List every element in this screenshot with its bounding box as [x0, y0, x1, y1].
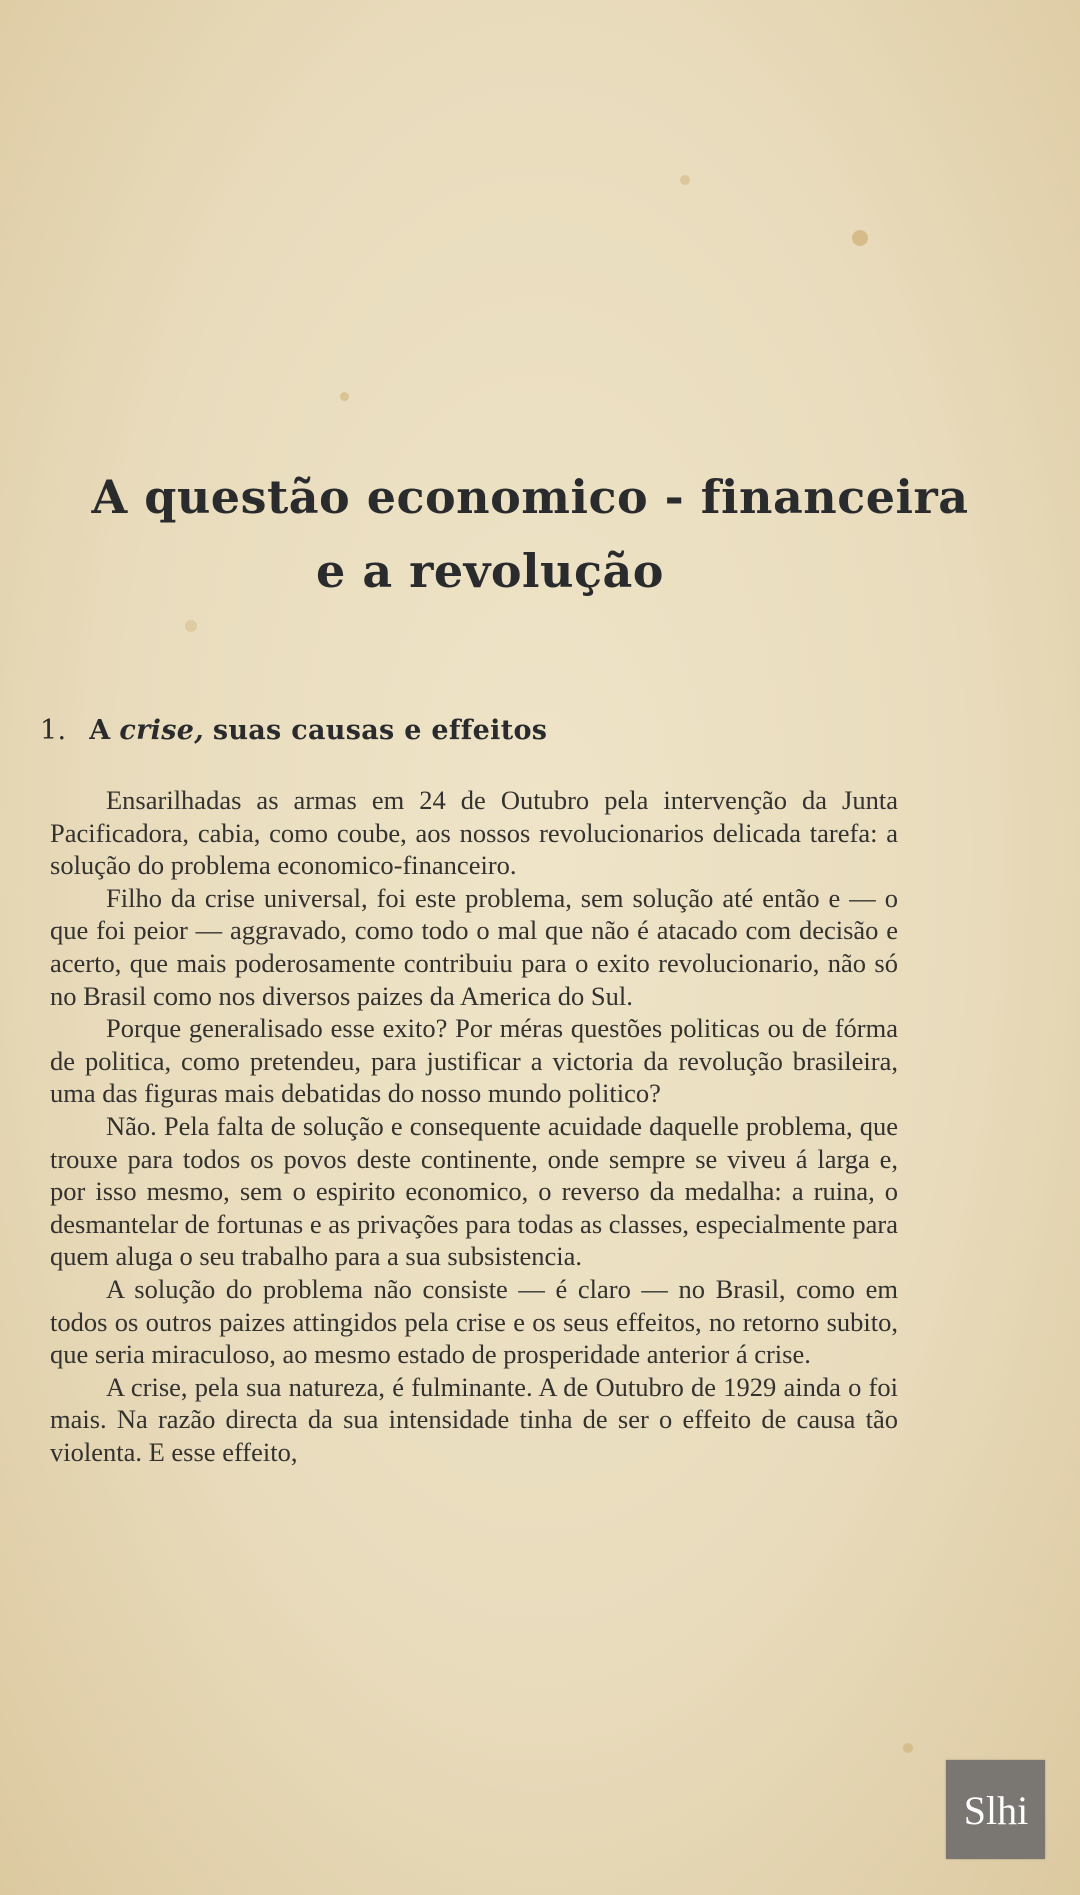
paper-speck [680, 175, 690, 185]
body-text [50, 784, 898, 1468]
paragraph: Filho da crise universal, foi este problema, sem solução até então e — o que foi peior — aggravado, como todo o mal que não é atacado com decisão e acerto, que mais poderosamente contribuiu para o exito revolucionario, não só no Brasil como nos diversos paizes da America do Sul. [50, 882, 898, 1011]
paragraph: Ensarilhadas as armas em 24 de Outubro pela intervenção da Junta Pacificadora, cabia, como coube, aos nossos revolucionarios delicada tarefa: a solução do problema economico-financeiro. [50, 785, 898, 881]
paragraph: A solução do problema não consiste — é claro — no Brasil, como em todos os outros paizes attingidos pela crise e os seus effeitos, no retorno subito, que seria miraculoso, ao mesmo estado de prosperidade anterior á crise. [50, 1273, 898, 1370]
paragraph: A crise, pela sua natureza, é fulminante. A de Outubro de 1929 ainda o foi mais. Na razão directa da sua intensidade tinha de ser o effeito de causa tão violenta. E esse effeito, [50, 1371, 898, 1467]
chapter-title-line-1: A questão economico - financeira [91, 470, 969, 524]
section-heading [40, 715, 547, 746]
paper-speck [852, 230, 868, 246]
section-word-a: A [89, 715, 111, 746]
section-heading-rest: suas causas e effeitos [212, 715, 548, 746]
slhi-logo-icon [951, 1780, 1041, 1840]
paragraph: Não. Pela falta de solução e consequente acuidade daquelle problema, que trouxe para todos os povos deste continente, onde sempre se viveu á larga e, por isso mesmo, sem o espirito economico, o reverso da medalha: a ruina, o desmantelar de fortunas e as privações para todas as classes, especialmente para quem aluga o seu trabalho para a sua subsistencia. [50, 1110, 898, 1272]
paragraph: Porque generalisado esse exito? Por méras questões politicas ou de fórma de politica, como pretendeu, para justificar a victoria da revolução brasileira, uma das figuras mais debatidas do nosso mundo politico? [50, 1013, 898, 1109]
paper-speck [903, 1743, 913, 1753]
paper-speck [185, 620, 197, 632]
section-word-crise: crise, [119, 715, 204, 746]
chapter-title-line-2: e a revolução [316, 544, 664, 598]
paper-speck [340, 392, 349, 401]
section-number: 1. [40, 715, 67, 746]
logo-text: Slhi [963, 1787, 1028, 1833]
slhi-logo [946, 1760, 1045, 1859]
